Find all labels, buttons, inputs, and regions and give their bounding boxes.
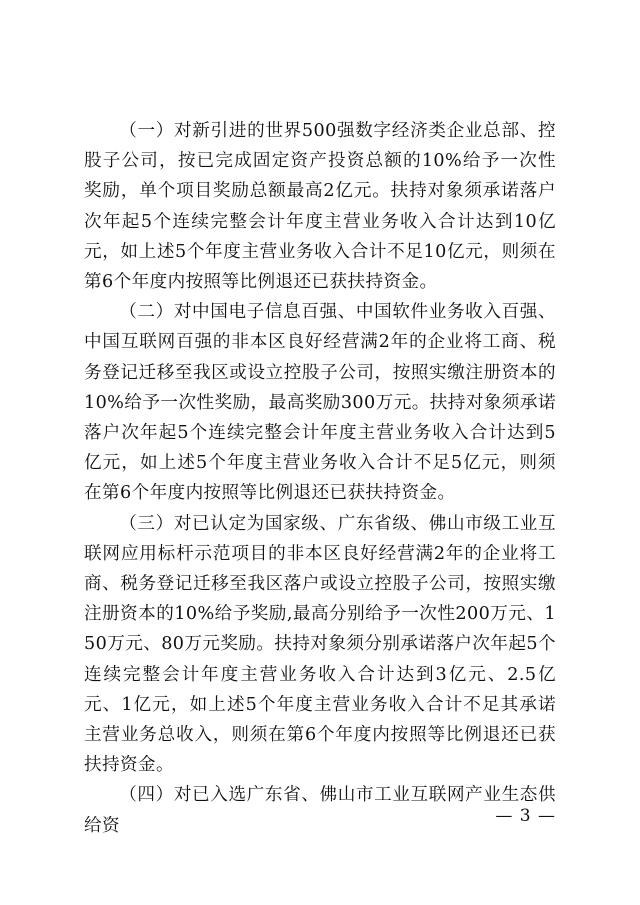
paragraph-3: （三）对已认定为国家级、广东省级、佛山市级工业互联网应用标杆示范项目的非本区良好经营满2年的企业将工商、税务登记迁移至我区落户或设立控股子公司，按照实缴注册资本的10%给予奖励,最高分别给予一次性200万元、150万元、80万元奖励。扶持对象须分别承诺落户次年起5个连续完整会计年度主营业务收入合计达到3亿元、2.5亿元、1亿元，如上述5个年度主营业务收入合计不足其承诺主营业务总收入，则须在第6个年度内按照等比例退还已获扶持资金。 [84,513,556,776]
paragraph-4: （四）对已入选广东省、佛山市工业互联网产业生态供给资 [84,785,556,836]
document-body [84,116,556,841]
paragraph-2: （二）对中国电子信息百强、中国软件业务收入百强、中国互联网百强的非本区良好经营满2年的企业将工商、税务登记迁移至我区或设立控股子公司，按照实缴注册资本的10%给予一次性奖励，最高奖励300万元。扶持对象须承诺落户次年起5个连续完整会计年度主营业务收入合计达到5亿元，如上述5个年度主营业务收入合计不足5亿元，则须在第6个年度内按照等比例退还已获扶持资金。 [84,302,556,504]
page-number: — 3 — [495,806,556,826]
paragraph-1: （一）对新引进的世界500强数字经济类企业总部、控股子公司，按已完成固定资产投资总额的10%给予一次性奖励，单个项目奖励总额最高2亿元。扶持对象须承诺落户次年起5个连续完整会计年度主营业务收入合计达到10亿元，如上述5个年度主营业务收入合计不足10亿元，则须在第6个年度内按照等比例退还已获扶持资金。 [84,121,556,293]
